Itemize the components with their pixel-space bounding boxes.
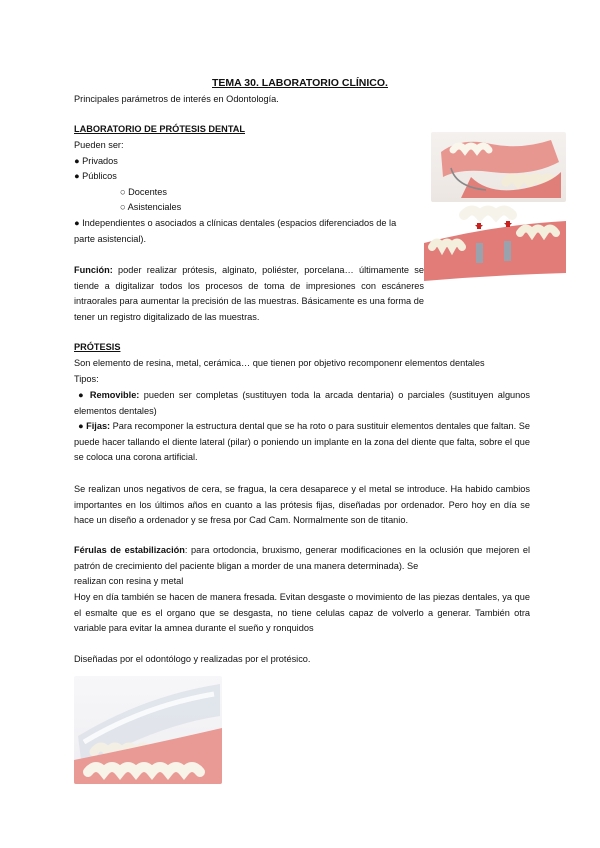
page-title: TEMA 30. LABORATORIO CLÍNICO. [212,77,388,89]
list-item-removible [74,388,530,419]
splint-image [74,676,222,784]
list-item-independientes-cont: parte asistencial). [74,234,147,244]
funcion-paragraph [74,263,424,325]
removible-label: Removible: [89,390,140,400]
list-item-label: Públicos [82,171,117,181]
fijas-text: Para recomponer la estructura dental que se ha roto o para sustituir elementos dentales que faltan. Se puede hacer tallando el diente lateral (pilar) o poniendo un implante en la zona del diente que falta, sobre el que se coloca una corona artificial. [74,421,530,463]
lab-heading: LABORATORIO DE PRÓTESIS DENTAL [74,124,245,134]
list-item-independientes: ● Independientes o asociados a clínicas dentales (espacios diferenciados de la [74,218,397,228]
protesis-intro: Son elemento de resina, metal, cerámica… que tienen por objetivo recomponenr elementos dentales [74,358,485,368]
subtitle: Principales parámetros de interés en Odontología. [74,94,279,104]
fijas-label: Fijas: [86,421,111,431]
sub-bullet-icon: ○ [120,202,126,212]
protesis-paragraph: Se realizan unos negativos de cera, se fragua, la cera desaparece y el metal se introduce. Ha habido cambios importantes en los últimos años en cuanto a las prótesis fijas, diseñadas por ordenador. Pero hoy en día se hace un diseño a ordenador y se fresa por Cad Cam. Normalmente son de titanio. [74,484,530,526]
ferulas-text: : para ortodoncia, bruxismo, generar modificaciones en la oclusión que mejoren el patrón de crecimiento del paciente bligan a morder de una manera determinada). Se [74,545,530,571]
ferulas-disenadas: Diseñadas por el odontólogo y realizadas por el protésico. [74,654,311,664]
lab-intro: Pueden ser: [74,140,124,150]
bullet-icon: ● [78,421,84,431]
ferulas-paragraph [74,543,530,574]
ferulas-label: Férulas de estabilización [74,545,185,555]
funcion-label: Función: [74,265,113,275]
protesis-heading: PRÓTESIS [74,342,121,352]
list-item-label: Privados [82,156,118,166]
tipos-label: Tipos: [74,374,99,384]
ferulas-material: realizan con resina y metal [74,576,184,586]
list-item [120,185,320,201]
sub-bullet-icon: ○ [120,187,126,197]
bullet-icon: ● [78,390,86,400]
list-item [120,200,320,216]
bullet-icon: ● [74,171,80,181]
ferulas-hoy-paragraph: Hoy en día también se hacen de manera fresada. Evitan desgaste o movimiento de las piezas dentales, ya que el esmalte que es el organo que se desgasta, no tiene celulas capaz de volverlo a generar. También otra variable para evitar la amnea durante el sueño y ronquidos [74,592,530,634]
list-item-label: Docentes [128,187,167,197]
funcion-text: poder realizar prótesis, alginato, poliéster, porcelana… últimamente se tiende a digitalizar todos los procesos de toma de impresiones con escáneres intraorales para aumentar la precisión de las muestras. Básicamente es una forma de tener un registro digitalizado de las muestras. [74,265,424,322]
list-item-label: Asistenciales [127,202,182,212]
removable-denture-image [431,132,566,202]
list-item-fijas [74,419,530,466]
implant-bridge-image [424,203,566,285]
removible-text: pueden ser completas (sustituyen toda la arcada dentaria) o parciales (sustituyen algunos elementos dentales) [74,390,530,416]
bullet-icon: ● [74,156,80,166]
